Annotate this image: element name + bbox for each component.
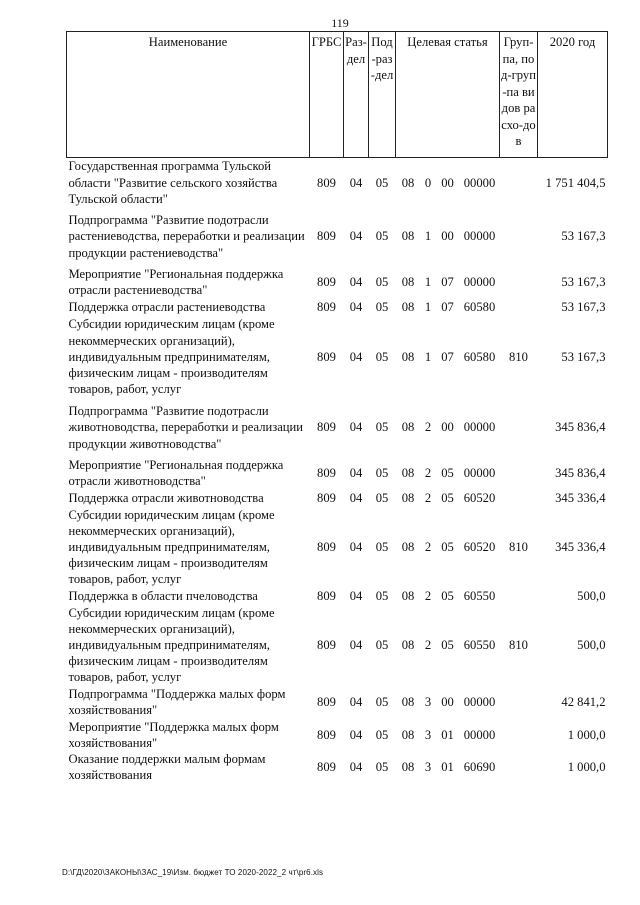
row-target-direction: 00000 — [463, 420, 496, 435]
row-expense-type — [500, 266, 538, 299]
table-row — [67, 751, 608, 784]
row-target-direction: 00000 — [463, 465, 496, 480]
row-target-direction: 00000 — [463, 727, 496, 742]
row-expense-type: 810 — [509, 349, 528, 364]
row-grbs: 809 — [317, 465, 336, 480]
row-expense-type — [500, 588, 538, 605]
row-expense-type — [500, 686, 538, 719]
row-grbs: 809 — [317, 175, 336, 190]
row-target-program: 08 — [401, 420, 415, 435]
row-target-subprogram: 0 — [424, 175, 432, 190]
page-number: 119 — [331, 16, 349, 30]
row-expense-type: 810 — [509, 637, 528, 652]
row-expense-type — [500, 299, 538, 316]
row-expense-type: 810 — [509, 539, 528, 554]
row-expense-type — [500, 719, 538, 751]
table-row — [67, 686, 608, 719]
row-amount: 53 167,3 — [561, 349, 606, 364]
row-amount: 42 841,2 — [561, 694, 606, 709]
row-name: Субсидии юридическим лицам (кроме некоммерческих организаций), индивидуальным предпринимателям, физическим лицам - производителям товаров, работ, услуг — [68, 605, 275, 685]
row-name: Подпрограмма "Развитие подотрасли животноводства, переработки и реализации продукции животноводства" — [68, 404, 304, 451]
row-target-subprogram: 1 — [424, 299, 432, 314]
row-grbs: 809 — [317, 588, 336, 603]
row-target-event: 05 — [441, 539, 454, 554]
row-target-direction: 60580 — [463, 299, 496, 314]
row-amount: 345 336,4 — [555, 490, 606, 505]
row-amount: 53 167,3 — [561, 299, 606, 314]
row-podrazdel: 05 — [375, 539, 389, 554]
file-path-footer: D:\ГД\2020\ЗАКОНЫ\ЗАС_19\Изм. бюджет ТО 2020-2022_2 чт\pr6.xls — [62, 868, 324, 877]
row-target-event: 05 — [441, 465, 454, 480]
row-target-program: 08 — [401, 274, 415, 289]
header-target-article: Целевая статья — [396, 32, 500, 158]
row-podrazdel: 05 — [375, 760, 389, 775]
row-podrazdel: 05 — [375, 175, 389, 190]
row-target-subprogram: 2 — [424, 465, 432, 480]
table-row — [67, 399, 608, 457]
row-grbs: 809 — [317, 760, 336, 775]
row-target-event: 00 — [441, 420, 454, 435]
row-razdel: 04 — [349, 274, 363, 289]
row-razdel: 04 — [349, 539, 363, 554]
table-header-row — [67, 32, 608, 158]
row-target-direction: 60580 — [463, 349, 496, 364]
table-row — [67, 588, 608, 605]
header-name: Наименование — [67, 32, 310, 158]
row-target-program: 08 — [401, 465, 415, 480]
row-target-event: 05 — [441, 490, 454, 505]
row-grbs: 809 — [317, 299, 336, 314]
row-target-program: 08 — [401, 694, 415, 709]
row-target-direction: 60550 — [463, 637, 496, 652]
row-target-event: 07 — [441, 274, 454, 289]
row-grbs: 809 — [317, 637, 336, 652]
row-grbs: 809 — [317, 694, 336, 709]
row-target-direction: 60550 — [463, 588, 496, 603]
row-razdel: 04 — [349, 299, 363, 314]
row-target-subprogram: 2 — [424, 637, 432, 652]
row-target-direction: 60520 — [463, 539, 496, 554]
row-amount: 1 000,0 — [567, 760, 606, 775]
row-podrazdel: 05 — [375, 229, 389, 244]
row-name: Мероприятие "Поддержка малых форм хозяйствования" — [68, 719, 279, 750]
header-razdel: Раз-дел — [344, 32, 369, 158]
row-target-program: 08 — [401, 588, 415, 603]
row-podrazdel: 05 — [375, 588, 389, 603]
row-podrazdel: 05 — [375, 490, 389, 505]
header-grbs: ГРБС — [310, 32, 344, 158]
row-name: Субсидии юридическим лицам (кроме некоммерческих организаций), индивидуальным предпринимателям, физическим лицам - производителям товаров, работ, услуг — [68, 317, 275, 397]
table-row — [67, 490, 608, 507]
row-expense-type — [500, 399, 538, 457]
row-target-program: 08 — [401, 727, 415, 742]
table-row — [67, 158, 608, 208]
row-target-event: 05 — [441, 588, 454, 603]
row-amount: 1 000,0 — [567, 727, 606, 742]
row-razdel: 04 — [349, 465, 363, 480]
row-target-direction: 60520 — [463, 490, 496, 505]
row-expense-type — [500, 158, 538, 208]
row-name: Государственная программа Тульской области "Развитие сельского хозяйства Тульской области" — [68, 159, 278, 206]
row-expense-type — [500, 490, 538, 507]
table-row — [67, 208, 608, 266]
row-podrazdel: 05 — [375, 299, 389, 314]
row-target-event: 00 — [441, 175, 454, 190]
row-target-event: 00 — [441, 229, 454, 244]
row-amount: 1 751 404,5 — [545, 175, 606, 190]
row-razdel: 04 — [349, 175, 363, 190]
row-name: Мероприятие "Региональная поддержка отрасли животноводства" — [68, 457, 284, 488]
row-name: Подпрограмма "Поддержка малых форм хозяйствования" — [68, 686, 286, 718]
row-target-subprogram: 2 — [424, 539, 432, 554]
row-razdel: 04 — [349, 694, 363, 709]
row-target-program: 08 — [401, 175, 415, 190]
row-target-event: 01 — [441, 760, 454, 775]
row-name: Поддержка в области пчеловодства — [68, 588, 258, 603]
row-razdel: 04 — [349, 760, 363, 775]
row-target-subprogram: 2 — [424, 588, 432, 603]
row-target-direction: 00000 — [463, 175, 496, 190]
row-target-direction: 00000 — [463, 229, 496, 244]
row-razdel: 04 — [349, 349, 363, 364]
table-row — [67, 316, 608, 399]
budget-table — [66, 31, 608, 784]
row-grbs: 809 — [317, 349, 336, 364]
row-podrazdel: 05 — [375, 349, 389, 364]
row-amount: 500,0 — [577, 588, 606, 603]
table-row — [67, 507, 608, 588]
table-row — [67, 605, 608, 686]
row-name: Субсидии юридическим лицам (кроме некоммерческих организаций), индивидуальным предпринимателям, физическим лицам - производителям товаров, работ, услуг — [68, 507, 275, 587]
row-target-event: 01 — [441, 727, 454, 742]
header-podrazdel: Под-раз-дел — [369, 32, 396, 158]
row-razdel: 04 — [349, 229, 363, 244]
row-name: Оказание поддержки малым формам хозяйствования — [68, 752, 266, 783]
row-target-event: 00 — [441, 694, 454, 709]
row-amount: 345 336,4 — [555, 539, 606, 554]
table-row — [67, 266, 608, 299]
row-target-subprogram: 1 — [424, 349, 432, 364]
row-grbs: 809 — [317, 727, 336, 742]
row-target-subprogram: 1 — [424, 229, 432, 244]
row-target-program: 08 — [401, 349, 415, 364]
row-grbs: 809 — [317, 490, 336, 505]
row-razdel: 04 — [349, 588, 363, 603]
row-razdel: 04 — [349, 490, 363, 505]
row-expense-type — [500, 751, 538, 784]
row-expense-type — [500, 457, 538, 490]
row-target-subprogram: 2 — [424, 490, 432, 505]
header-expense-type: Груп-па, под-груп-па видов расхо-дов — [500, 32, 538, 158]
row-razdel: 04 — [349, 420, 363, 435]
row-target-program: 08 — [401, 539, 415, 554]
row-grbs: 809 — [317, 274, 336, 289]
header-year-2020: 2020 год — [538, 32, 608, 158]
row-target-subprogram: 3 — [424, 760, 432, 775]
row-podrazdel: 05 — [375, 694, 389, 709]
row-podrazdel: 05 — [375, 637, 389, 652]
row-target-program: 08 — [401, 637, 415, 652]
row-name: Мероприятие "Региональная поддержка отрасли растениеводства" — [68, 266, 284, 297]
row-target-direction: 00000 — [463, 694, 496, 709]
row-razdel: 04 — [349, 727, 363, 742]
row-target-event: 07 — [441, 349, 454, 364]
table-row — [67, 299, 608, 316]
row-podrazdel: 05 — [375, 420, 389, 435]
row-name: Подпрограмма "Развитие подотрасли растениеводства, переработки и реализации продукции растениеводства" — [68, 213, 305, 260]
row-podrazdel: 05 — [375, 465, 389, 480]
row-target-program: 08 — [401, 229, 415, 244]
row-name: Поддержка отрасли растениеводства — [68, 299, 266, 314]
table-body — [67, 158, 608, 784]
row-grbs: 809 — [317, 229, 336, 244]
row-amount: 500,0 — [577, 637, 606, 652]
row-target-subprogram: 2 — [424, 420, 432, 435]
row-expense-type — [500, 208, 538, 266]
row-target-program: 08 — [401, 490, 415, 505]
table-row — [67, 457, 608, 490]
row-grbs: 809 — [317, 539, 336, 554]
row-target-subprogram: 3 — [424, 727, 432, 742]
row-amount: 345 836,4 — [555, 465, 606, 480]
row-target-program: 08 — [401, 760, 415, 775]
row-target-event: 05 — [441, 637, 454, 652]
row-razdel: 04 — [349, 637, 363, 652]
row-amount: 53 167,3 — [561, 229, 606, 244]
row-amount: 53 167,3 — [561, 274, 606, 289]
row-target-direction: 00000 — [463, 274, 496, 289]
row-name: Поддержка отрасли животноводства — [68, 490, 264, 505]
row-target-direction: 60690 — [463, 760, 496, 775]
row-target-subprogram: 3 — [424, 694, 432, 709]
row-target-event: 07 — [441, 299, 454, 314]
row-target-program: 08 — [401, 299, 415, 314]
table-row — [67, 719, 608, 751]
row-podrazdel: 05 — [375, 727, 389, 742]
row-grbs: 809 — [317, 420, 336, 435]
row-amount: 345 836,4 — [555, 420, 606, 435]
row-target-subprogram: 1 — [424, 274, 432, 289]
row-podrazdel: 05 — [375, 274, 389, 289]
